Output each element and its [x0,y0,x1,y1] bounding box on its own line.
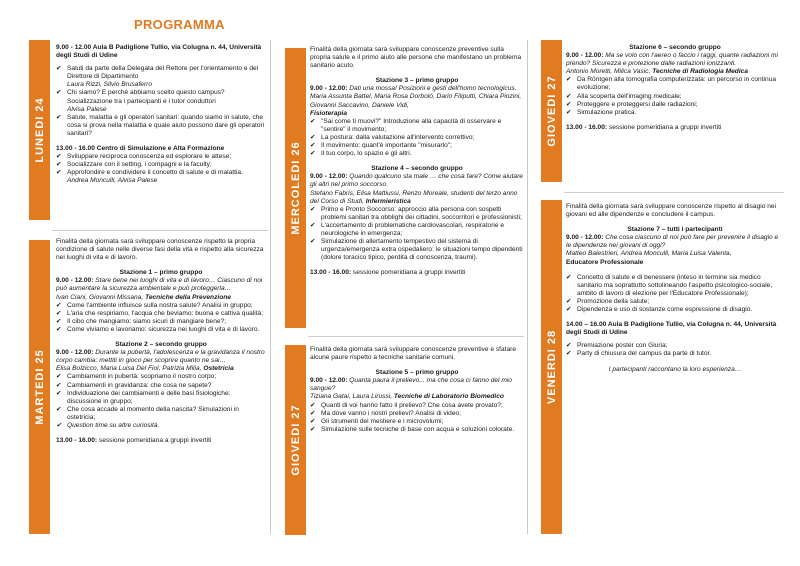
station-time: 9.00 - 12.00: [310,85,348,93]
day-label: MARTEDI 25 [33,349,46,425]
list-item: ✔ Approfondire e condividere il concetto di salute e di malattia. Andrea Monculli, Alvisa Palese [56,169,266,185]
list-item: ✔ Question time su altre curiosità. [56,422,266,430]
list-item: ✔ Simulazione sulle tecniche di base con acqua e soluzioni colorate. [310,426,524,434]
list-item: ✔ Chi siamo? E perché abbiamo scelto questo campus? Socializzazione tra i partecipanti e i tutor conduttori Alvisa Palese [56,89,266,113]
station-time: 9.00 - 12.00: [56,349,94,357]
giovedi-section [310,346,524,434]
activity-list [566,76,784,116]
station-title: Stazione 5 – primo gruppo [375,369,459,377]
day-label: LUNEDI 24 [33,97,46,163]
closing-note: I partecipanti raccontano la loro esperienza… [608,365,742,373]
list-item: ✔ Il movimento: quant'è importante "misurarlo"; [310,142,524,150]
list-item: ✔ Simulazione di allertamento tempestivo del sistema di urgenza/emergenza extra ospedaliero: le situazioni tempo dipendenti (dolore toracico tipico, perdita di conoscenza, traumi). [310,238,524,262]
activity-list [310,118,524,158]
day-intro: Finalità della giornata sarà sviluppare conoscenze rispetto al disagio nei giovani ed alle dipendenze e concludere il campus. [566,203,777,219]
list-item: ✔ Dipendenza e uso di sostanze come espressione di disagio. [566,306,784,314]
list-item: ✔ Che cosa accade al momento della nascita? Simulazioni in ostetricia; [56,406,266,422]
station-time: 9.00 - 12.00: [566,52,604,60]
list-item: ✔ Come l'ambiente influisce sulla nostra salute? Analisi in gruppo; [56,302,266,310]
profession: Tecniche della Prevenzione [145,293,231,301]
list-item: ✔ "Sai come ti muovi?" Introduzione alla capacità di osservare e "sentire" il movimento; [310,118,524,134]
list-item: ✔ Concetto di salute e di benessere (inteso in termine sia medico sanitario ma soprattutto sottolineando l'aspetto psicologico-sociale, ambito di lavoro di elezione per l'Educatore Professionale); [566,274,784,298]
section-divider [308,336,524,337]
day-label: GIOVEDI 27 [289,404,302,476]
list-item: ✔ Quanti di voi hanno fatto il prelievo? Che cosa avete provato?; [310,402,524,410]
afternoon-venue: 13.00 - 16.00 Centro di Simulazione e Alta Formazione [56,145,225,153]
activity-list [56,373,266,430]
station-title: Stazione 7 – tutti i partecipanti [627,226,723,234]
station-subtitle: Che cosa ciascuno di noi può fare per prevenire il disagio e le dipendenze nei giovani di oggi? [566,234,779,250]
profession: Educatore Professionale [566,258,644,266]
list-item: ✔ Socializzare con il setting, i compagni e la faculty; [56,161,266,169]
authors: Stefano Fabris, Elisa Mattiussi, Renzo Moreale, studenti del terzo anno del Corso di Studi, [310,189,518,205]
afternoon-time: 13.00 - 16.00: [56,437,98,445]
station-subtitle: Quando qualcuno sta male … che cosa fare? Come aiutare gli altri nel primo soccorso. [310,173,523,189]
day-intro: Finalità della giornata sarà sviluppare conoscenze rispetto la propria condizione di salute nelle diverse fasi della vita e rispetto alla sicurezza nei luoghi di vita e di lavoro. [56,238,264,262]
afternoon-text: sessione pomeridiana a gruppi invertiti [351,269,466,277]
station-time: 9.00 - 12.00: [310,173,348,181]
activity-list [566,342,784,358]
profession: Fisioterapia [310,109,348,117]
day-bar-venerdi-28 [541,200,562,534]
station-subtitle: Dati una mossa! Posizioni e gesti dell'homo tecnologicus. [347,85,517,93]
page-title: PROGRAMMA [134,17,225,32]
list-item: ✔ Salute, malattia e gli operatori sanitari: quando siamo in salute, che cosa si prova nella malattia e quale aiuto possono dare gli operatori sanitari? [56,114,266,138]
list-item: ✔ Il tuo corpo, lo spazio e gli altri. [310,150,524,158]
station-subtitle: Quanta paura il prelievo... ma che cosa ci fanno del mio sangue? [310,377,512,393]
list-item: ✔ Cambiamenti in gravidanza: che cosa ne sapete? [56,382,266,390]
authors: Matteo Balestrieri, Andrea Monculli, Maria Luisa Valenta, [566,250,732,258]
day-bar-mercoledi-26 [285,48,306,328]
station-title: Stazione 2 – secondo gruppo [115,341,207,349]
list-item: ✔ La postura: dalla valutazione all'intervento correttivo; [310,134,524,142]
day-bar-giovedi-27 [285,345,306,535]
afternoon-time: 13.00 - 16.00: [310,269,352,277]
venerdi-section [566,203,784,374]
list-item: ✔ Sviluppare reciproca conoscenza ed esplorare le attese; [56,153,266,161]
station-time: 9.00 - 12.00: [56,277,94,285]
day-intro: Finalità della giornata sarà sviluppare conoscenze preventive e sfatare alcune paure rispetto a tecniche sanitarie comuni. [310,346,516,362]
mercoledi-section [310,46,524,277]
day-bar-lunedi-24 [29,40,50,220]
station-subtitle: Ma se volo con l'aereo o faccio i raggi, quante radiazioni mi prendo? Sicurezza e protezione dalle radiazioni ionizzanti. [566,52,779,68]
authors: Andrea Monculli, Alvisa Palese [67,177,158,185]
day-bar-giovedi-27-cont [541,40,562,182]
list-item: ✔ Cambiamenti in pubertà: scopriamo il nostro corpo; [56,373,266,381]
list-item: ✔ Alla scoperta dell'imaging medicale; [566,93,784,101]
profession: Infermieristica [365,197,411,205]
day-intro: Finalità della giornata sarà sviluppare conoscenze preventive sulla propria salute e il primo aiuto alle persone che manifestano un problema sanitario acuto. [310,46,522,70]
station-title: Stazione 4 – secondo gruppo [371,165,463,173]
profession: Ostetricia [203,365,234,373]
list-item: ✔ Premiazione poster con Giuria; [566,342,784,350]
authors: Tiziana Gatai, Laura Lirussi, [310,393,394,401]
lunedi-section [56,44,266,186]
afternoon-venue: 14.00 – 16.00 Aula B Padiglione Tullio, via Colugna n. 44, Università degli Studi di Udine [566,321,777,337]
station-time: 9.00 - 12.00: [566,234,604,242]
column-divider [270,40,271,534]
list-item: ✔ L'accertamento di problematiche cardiovascolari, respiratorie e neurologiche in emergenza; [310,222,524,238]
afternoon-time: 13.00 - 16.00: [566,123,608,131]
day-label: GIOVEDI 27 [545,75,558,147]
station-title: Stazione 1 – primo gruppo [119,269,203,277]
list-item: ✔ Party di chiusura del campus da parte di tutor. [566,350,784,358]
authors: Elisa Bolzicco, Maria Luisa Del Fiol, Patrizia Milia, [56,365,204,373]
authors: Alvisa Palese [67,105,107,113]
list-item: ✔ Ma dove vanno i nostri prelievi? Analisi di video; [310,410,524,418]
authors: Antonio Moretti, Milica Vasic, [566,68,653,76]
venue: 9.00 - 12.00 Aula B Padiglione Tullio, via Colugna n. 44, Università degli Studi di Udine [56,44,262,60]
station-title: Stazione 3 – primo gruppo [375,77,459,85]
section-divider [564,192,784,193]
station-title: Stazione 6 – secondo gruppo [629,44,721,51]
profession: Tecniche di Laboratorio Biomedico [393,393,504,401]
authors: Maria Assunta Battel, Maria Rosa Dorboló, Dario Filiputti, Chiara Pinzini, Giovanni Saccavino, Daniele Vidi, [310,93,522,109]
activity-list [310,206,524,263]
activity-list [56,302,266,334]
column-divider [527,40,528,534]
list-item: ✔ Il cibo che mangiamo: siamo sicuri di mangiare bene?; [56,318,266,326]
activity-list [310,402,524,434]
station-subtitle: Stare bene nei luoghi di vita e di lavoro… Ciascuno di noi può aumentare la sicurezza ambientale e può proteggerla… [56,277,263,293]
activity-list [566,274,784,314]
day-label: VENERDI 28 [545,329,558,405]
list-item: ✔ Individuazione dei cambiamenti e delle basi fisiologiche: discussione in gruppo; [56,390,266,406]
day-label: MERCOLEDI 26 [289,141,302,235]
list-item: ✔ Proteggere e proteggersi dalle radiazioni; [566,101,784,109]
list-item: ✔ Gli strumenti del mestiere e i microvolumi; [310,418,524,426]
list-item: ✔ Simulazione pratica. [566,109,784,117]
giovedi-section-cont [566,44,784,132]
list-item: ✔ Saluti da parte della Delegata del Rettore per l'orientamento e del Direttore di Dipartimento Laura Rizzi, Silvio Brusaferro [56,65,266,89]
authors: Laura Rizzi, Silvio Brusaferro [67,81,153,89]
list-item: ✔ L'aria che respiriamo, l'acqua che beviamo: buona e cattiva qualità; [56,310,266,318]
activity-list [56,65,266,138]
authors: Ivan Ciani, Giovanni Missana, [56,293,146,301]
martedi-section [56,238,266,445]
station-time: 9.00 - 12.00: [310,377,348,385]
list-item: ✔ Primo e Pronto Soccorso: approccio alla persona con sospetti problemi sanitari tra obblighi dei cittadini, soccorritori e professionisti; [310,206,524,222]
afternoon-text: sessione pomeridiana a gruppi invertiti [97,437,212,445]
list-item: ✔ Da Röntgen alla tomografia computerizzata: un percorso in continua evoluzione; [566,76,784,92]
list-item: ✔ Come viviamo e lavoriamo: sicurezza nei luoghi di vita e di lavoro. [56,326,266,334]
day-bar-martedi-25 [29,240,50,534]
profession: Tecniche di Radiologia Medica [652,68,749,76]
activity-list [56,153,266,185]
station-subtitle: Durante la pubertà, l'adolescenza e la gravidanza il nostro corpo cambia: mettiti in gioco per scoprire quanto ne sai… [56,349,265,365]
list-item: ✔ Promozione della salute; [566,298,784,306]
section-divider [52,230,268,231]
afternoon-text: sessione pomeridiana a gruppi invertiti [607,123,722,131]
